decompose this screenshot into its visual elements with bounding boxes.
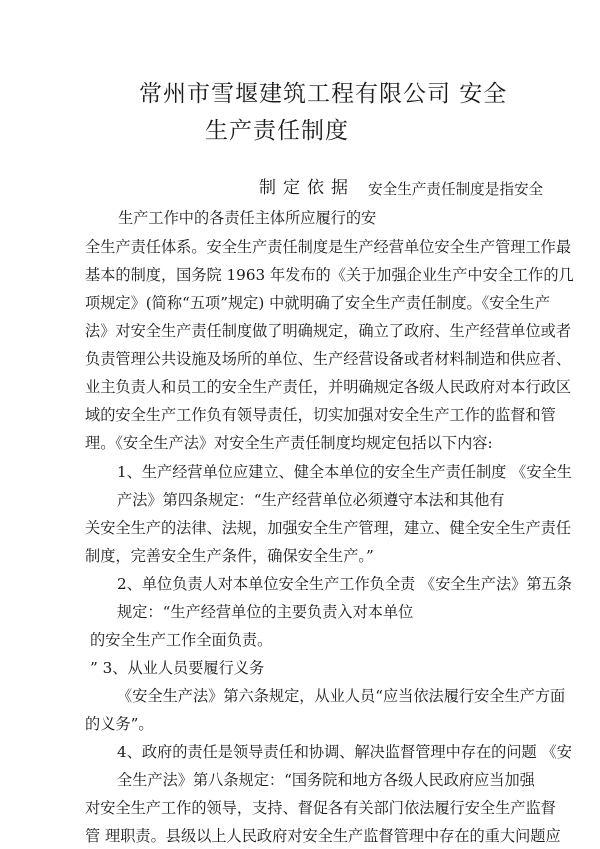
body-line-2: 全生产责任体系。安全生产责任制度是生产经营单位安全生产管理工作最 [85,238,571,256]
section-heading: 制定依据 [259,178,355,198]
list-item-1-line-1: 1、生产经营单位应建立、健全本单位的安全生产责任制度 《安全生 [117,463,572,481]
list-item-3-line-1: ” 3、从业人员要履行义务 [90,659,265,677]
list-item-4-line-3: 对安全生产工作的领导，支持、督促各有关部门依法履行安全生产监督 [85,799,556,817]
body-line-7: 业主负责人和员工的安全生产责任，并明确规定各级人民政府对本行政区 [85,378,571,396]
list-item-3-line-3: 的义务”。 [85,715,154,733]
list-item-4-line-4: 管 理职责。县级以上人民政府对安全生产监督管理中存在的重大问题应 [85,827,561,845]
list-item-1-line-3: 关安全生产的法律、法规，加强安全生产管理，建立、健全安全生产责任 [85,519,571,537]
document-title-line-2: 生产责任制度 [205,118,349,144]
body-line-1: 生产工作中的各责任主体所应履行的安 [118,209,377,227]
list-item-2-line-1: 2、单位负责人对本单位安全生产工作负全责 《安全生产法》第五条 [117,575,572,593]
list-item-3-line-2: 《安全生产法》第六条规定，从业人员“应当依法履行安全生产方面 [117,687,566,705]
list-item-1-line-4: 制度，完善安全生产条件，确保安全生产。” [85,547,374,565]
list-item-2-line-3: 的安全生产工作全面负责。 [90,631,273,649]
body-line-8: 域的安全生产工作负有领导责任，切实加强对安全生产工作的监督和管 [85,406,556,424]
body-line-3: 基本的制度，国务院 1963 年发布的《关于加强企业生产中安全工作的几 [85,266,574,284]
body-line-4: 项规定》(简称“五项”规定) 中就明确了安全生产责任制度。《安全生产 [85,294,551,312]
list-item-2-line-2: 规定：“生产经营单位的主要负责入对本单位 [117,603,414,621]
list-item-1-line-2: 产法》第四条规定：“生产经营单位必须遵守本法和其他有 [117,491,505,509]
body-line-6: 负责管理公共设施及场所的单位、生产经营设备或者材料制造和供应者、 [85,350,571,368]
section-heading-tail: 安全生产责任制度是指安全 [368,181,544,198]
body-line-9: 理。《安全生产法》对安全生产责任制度均规定包括以下内容: [85,434,493,452]
document-title-line-1: 常州市雪堰建筑工程有限公司 安全 [139,81,508,107]
list-item-4-line-2: 全生产法》第八条规定：“国务院和地方各级人民政府应当加强 [117,771,535,789]
list-item-4-line-1: 4、政府的责任是领导责任和协调、解决监督管理中存在的问题 《安 [117,743,572,761]
body-line-5: 法》对安全生产责任制度做了明确规定，确立了政府、生产经营单位或者 [85,322,571,340]
